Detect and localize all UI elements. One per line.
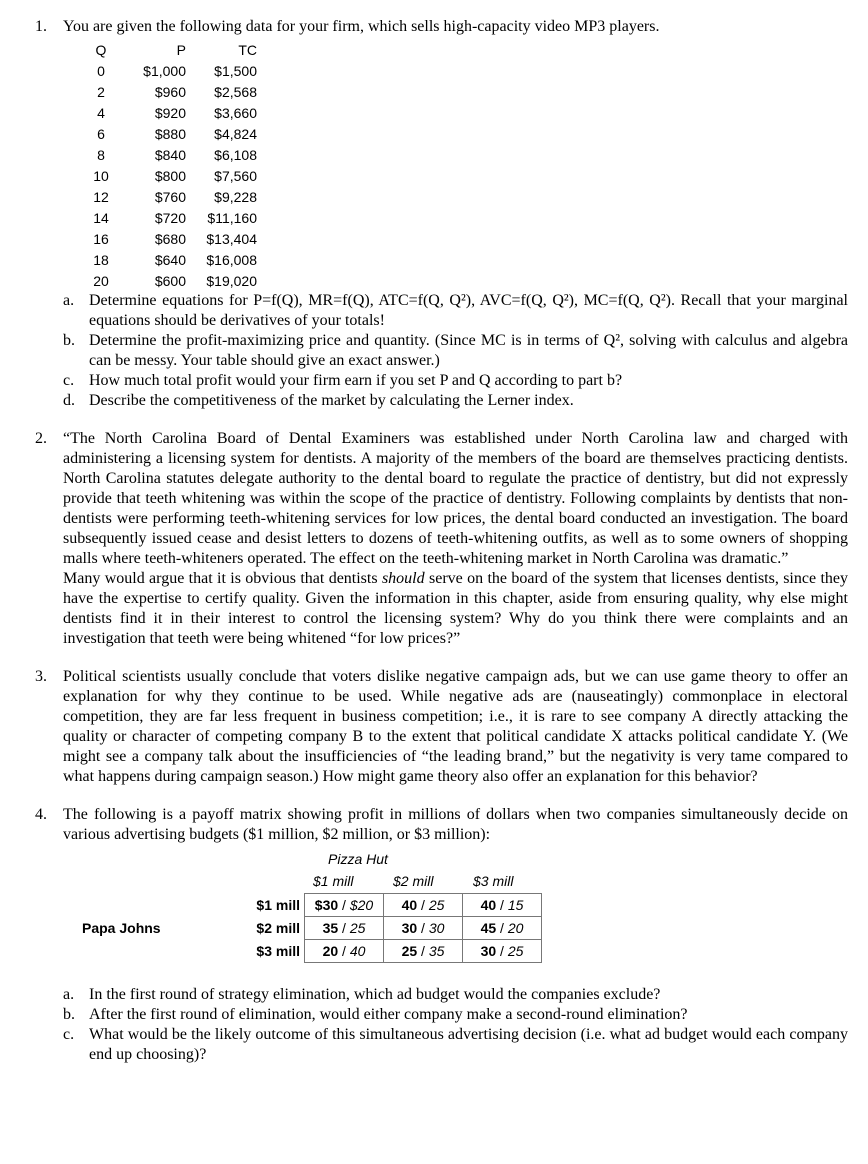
table-cell: 2 [97,83,105,100]
table-cell: $960 [154,83,186,100]
question-text: The following is a payoff matrix showing profit in millions of dollars when two companies simultaneously decide on various advertising budgets ($1 million, $2 million, or $3 million): [63,806,848,843]
row-label: $2 mill [256,920,300,936]
table-cell: 20 [93,272,109,289]
question-4-parts [35,985,848,1065]
table-cell: 0 [97,62,105,79]
table-cell: $7,560 [214,167,257,184]
pizza-hut-payoff: 20 [507,920,524,936]
question-number: 2. [35,430,47,447]
data-table [72,39,257,291]
pizza-hut-payoff: 25 [349,920,366,936]
papa-johns-payoff: 20 [322,943,339,959]
part-label: a. [63,292,75,309]
part-label: c. [63,372,75,389]
payoff-cell [384,940,463,963]
question-1-parts [35,291,848,411]
separator: / [496,943,508,959]
table-cell: $600 [154,272,186,289]
table-cell: 10 [93,167,109,184]
question-4 [35,805,848,845]
table-cell: $680 [154,230,186,247]
table-cell: 8 [97,146,105,163]
header-tc: TC [238,41,257,58]
separator: / [338,920,350,936]
table-cell: $9,228 [214,188,257,205]
papa-johns-payoff: 25 [401,943,418,959]
part-text: Describe the competitiveness of the market by calculating the Lerner index. [89,392,574,409]
question-number: 4. [35,806,47,823]
table-row [72,228,257,249]
question-text: Political scientists usually conclude that voters dislike negative campaign ads, but we can use game theory to offer an explanation for why they continue to be used. While negative ads are (nauseatingly) commonplace in electoral competition, they are far less frequent in business competition; i.e., it is rare to see company A directly attacking the quality or character of competing company B to the extent that political candidate X attacks political candidate Y. (We might see a company talk about the insufficiencies of “the leading brand,” but the negativity is very tame compared to what happens during campaign season.) How might game theory also offer an explanation for this behavior? [63,668,848,785]
separator: / [496,897,508,913]
table-cell: 18 [93,251,109,268]
table-cell: 12 [93,188,109,205]
pizza-hut-payoff: 40 [349,943,366,959]
part-c [63,1025,848,1065]
papa-johns-payoff: 35 [322,920,339,936]
part-label: c. [63,1026,75,1043]
table-row [72,123,257,144]
table-cell: 16 [93,230,109,247]
column-label: $3 mill [473,873,514,889]
table-cell: 4 [97,104,105,121]
pizza-hut-payoff: 30 [428,920,445,936]
table-cell: $920 [154,104,186,121]
table-cell: $3,660 [214,104,257,121]
part-text: How much total profit would your firm earn if you set P and Q according to part b? [89,372,623,389]
table-row [72,270,257,291]
payoff-cell [384,917,463,940]
part-c [63,371,848,391]
papa-johns-payoff: 40 [480,897,497,913]
part-b [63,1005,848,1025]
text-segment: Many would argue that it is obvious that dentists [63,570,382,587]
separator: / [496,920,508,936]
table-cell: $4,824 [214,125,257,142]
table-cell: $720 [154,209,186,226]
table-cell: $1,500 [214,62,257,79]
table-cell: $2,568 [214,83,257,100]
payoff-table [240,893,542,963]
payoff-cell [463,894,542,917]
row-label: $1 mill [256,897,300,913]
column-player-label: Pizza Hut [328,851,388,867]
part-text: After the first round of elimination, would either company make a second-round elimination? [89,1006,688,1023]
payoff-cell [463,917,542,940]
payoff-cell [463,940,542,963]
papa-johns-payoff: 30 [480,943,497,959]
matrix-row [240,894,542,917]
matrix-row [240,917,542,940]
table-cell: $6,108 [214,146,257,163]
part-text: Determine the profit-maximizing price and quantity. (Since MC is in terms of Q², solving with calculus and algebra can be messy. Your table should give an exact answer.) [89,332,848,369]
payoff-cell [305,894,384,917]
part-a [63,291,848,331]
question-number: 1. [35,18,47,35]
separator: / [417,943,429,959]
row-label: $3 mill [256,943,300,959]
table-cell: $760 [154,188,186,205]
table-row [72,60,257,81]
table-cell: $11,160 [207,209,257,226]
table-row [72,165,257,186]
papa-johns-payoff: 40 [401,897,418,913]
text-segment: serve on the board of the system that licenses dentists, since they have the expertise to certify quality. Given the information in this chapter, aside from ensuring quality, why else might dentists find it in their interest to control the licensing system? Why do you think there were complaints and an investigation that teeth were being whitened “for low prices?” [63,570,848,647]
row-player-label: Papa Johns [82,920,161,936]
separator: / [338,897,350,913]
part-label: b. [63,332,75,349]
part-b [63,331,848,371]
table-cell: $800 [154,167,186,184]
part-text: Determine equations for P=f(Q), MR=f(Q), ATC=f(Q, Q²), AVC=f(Q, Q²), MC=f(Q, Q²). Recall that your marginal equations should be derivatives of your totals! [89,292,848,329]
column-label: $2 mill [393,873,434,889]
separator: / [417,920,429,936]
papa-johns-payoff: 45 [480,920,497,936]
papa-johns-payoff: 30 [401,920,418,936]
table-cell: $13,404 [206,230,257,247]
part-label: d. [63,392,75,409]
separator: / [338,943,350,959]
table-row [72,207,257,228]
part-label: a. [63,986,75,1003]
question-quote: “The North Carolina Board of Dental Examiners was established under North Carolina law and charged with administering a licensing system for dentists. A majority of the members of the board are themselves practicing dentists. North Carolina statutes delegate authority to the dental board to regulate the practice of dentistry, but did not expressly provide that teeth whitening was within the scope of the practice of dentistry. Following complaints by dentists that non-dentists were performing teeth-whitening services for low prices, the dental board conducted an investigation. The board subsequently issued cease and desist letters to dozens of teeth-whitening outfits, as well as to some owners of shopping malls where teeth-whiteners operated. The effect on the teeth-whitening market in North Carolina was dramatic.” [63,430,848,567]
table-row [72,81,257,102]
question-2 [35,429,848,649]
part-text: In the first round of strategy elimination, which ad budget would the companies exclude? [89,986,661,1003]
table-row [72,144,257,165]
table-cell: $840 [154,146,186,163]
question-text: You are given the following data for your firm, which sells high-capacity video MP3 players. [63,18,660,35]
pizza-hut-payoff: 25 [507,943,524,959]
table-cell: 14 [93,209,109,226]
table-row [72,186,257,207]
matrix-row [240,940,542,963]
question-number: 3. [35,668,47,685]
question-text [63,569,848,649]
header-q: Q [95,41,107,58]
table-cell: $19,020 [206,272,257,289]
payoff-cell [384,894,463,917]
table-cell: $16,008 [206,251,257,268]
header-p: P [176,41,186,58]
table-cell: 6 [97,125,105,142]
column-label: $1 mill [313,873,354,889]
payoff-matrix [70,851,848,975]
table-header-row [72,39,257,60]
question-3 [35,667,848,787]
part-label: b. [63,1006,75,1023]
table-cell: $640 [154,251,186,268]
part-d [63,391,848,411]
payoff-cell [305,940,384,963]
table-row [72,249,257,270]
part-a [63,985,848,1005]
separator: / [417,897,429,913]
question-1 [35,17,848,411]
table-cell: $1,000 [143,62,186,79]
part-text: What would be the likely outcome of this simultaneous advertising decision (i.e. what ad budget would each company end up choosing)? [89,1026,848,1063]
pizza-hut-payoff: 35 [428,943,445,959]
papa-johns-payoff: $30 [314,897,339,913]
pizza-hut-payoff: $20 [349,897,374,913]
table-row [72,102,257,123]
table-cell: $880 [154,125,186,142]
emphasis: should [381,570,425,587]
payoff-cell [305,917,384,940]
pizza-hut-payoff: 25 [428,897,445,913]
pizza-hut-payoff: 15 [507,897,524,913]
